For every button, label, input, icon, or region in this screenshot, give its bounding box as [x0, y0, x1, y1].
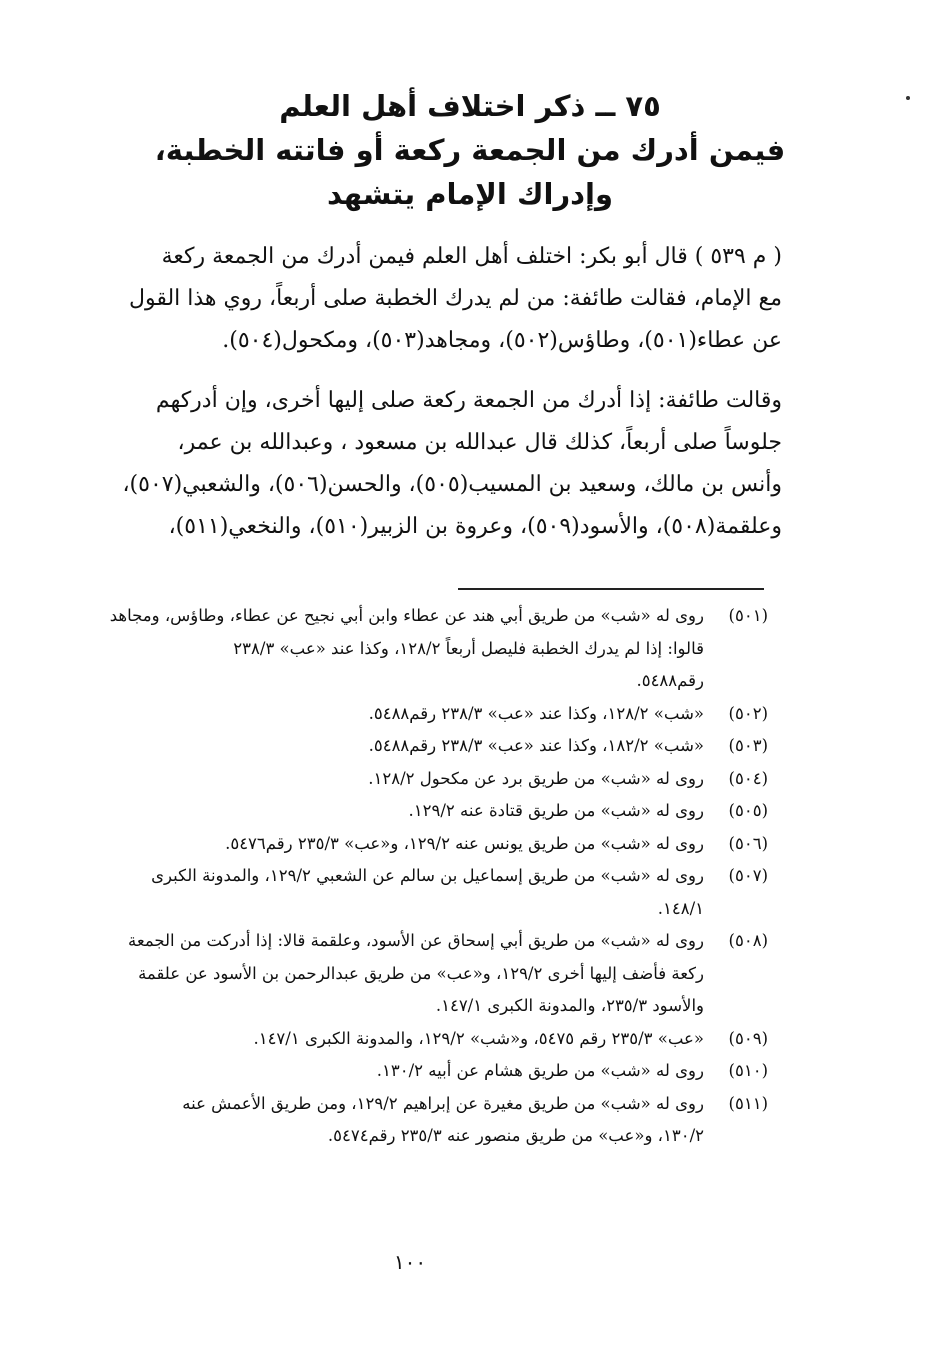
footnote-509 — [88, 1023, 768, 1056]
footnote-line: رقم٥٤٨٨. — [636, 671, 704, 690]
paragraph-line: ( م ٥٣٩ ) قال أبو بكر: اختلف أهل العلم فيمن أدرك من الجمعة ركعة — [161, 244, 782, 269]
footnote-text — [88, 1023, 704, 1056]
footnote-line: قالوا: إذا لم يدرك الخطبة فليصل أربعاً ١٢٨/٢، وكذا عند «عب» ٢٣٨/٣ — [233, 638, 704, 658]
title-line-3: وإدراك الإمام يتشهد — [326, 177, 614, 211]
footnotes — [88, 600, 768, 1153]
footnote-504 — [88, 763, 768, 796]
footnote-502 — [88, 698, 768, 731]
footnote-number: (٥٠١) — [728, 606, 768, 625]
footnote-line: روى له «شب» من طريق مغيرة عن إبراهيم ١٢٩/٢، ومن طريق الأعمش عنه — [182, 1093, 704, 1113]
footnote-number: (٥٠٩) — [728, 1028, 768, 1048]
footnote-508 — [88, 925, 768, 1023]
footnote-503 — [88, 730, 768, 763]
footnote-number: (٥٠٢) — [728, 703, 768, 723]
title-line-2: فيمن أدرك من الجمعة ركعة أو فاتته الخطبة، — [154, 133, 786, 167]
footnote-text — [88, 730, 704, 763]
footnote-line: والأسود ٢٣٥/٣، والمدونة الكبرى ١٤٧/١. — [435, 996, 704, 1015]
footnote-number: (٥٠٦) — [728, 833, 768, 853]
footnote-line: روى له «شب» من طريق إسماعيل بن سالم عن الشعبي ١٢٩/٢، والمدونة الكبرى — [151, 866, 704, 885]
title-line-1: ٧٥ ــ ذكر اختلاف أهل العلم — [279, 89, 661, 123]
footnote-separator — [458, 588, 764, 590]
footnote-number: (٥٠٣) — [728, 736, 768, 755]
footnote-line: ١٤٨/١. — [657, 898, 704, 918]
footnote-text — [88, 763, 704, 796]
footnote-line: «شب» ١٨٢/٢، وكذا عند «عب» ٢٣٨/٣ رقم٥٤٨٨. — [368, 736, 704, 755]
footnote-number: (٥١١) — [728, 1093, 768, 1113]
footnote-line: روى له «شب» من طريق أبي إسحاق عن الأسود، وعلقمة قالا: إذا أدركت من الجمعة — [128, 931, 704, 950]
footnote-line: روى له «شب» من طريق أبي هند عن عطاء وابن أبي نجيح عن عطاء، وطاؤس، ومجاهد — [109, 606, 704, 625]
footnote-number: (٥٠٥) — [728, 801, 768, 820]
footnote-text — [88, 795, 704, 828]
paragraph-line: وقالت طائفة: إذا أدرك من الجمعة ركعة صلى إليها أخرى، وإن أدركهم — [155, 388, 782, 413]
footnote-line: «شب» ١٢٨/٢، وكذا عند «عب» ٢٣٨/٣ رقم٥٤٨٨. — [368, 703, 704, 723]
footnote-text — [88, 1055, 704, 1088]
footnote-511 — [88, 1088, 768, 1153]
paragraph-line: وأنس بن مالك، وسعيد بن المسيب(٥٠٥)، والحسن(٥٠٦)، والشعبي(٥٠٧)، — [122, 472, 782, 497]
paragraph-line: وعلقمة(٥٠٨)، والأسود(٥٠٩)، وعروة بن الزبير(٥١٠)، والنخعي(٥١١)، — [168, 514, 782, 539]
paragraph-2 — [92, 380, 782, 548]
footnote-text — [88, 1088, 704, 1153]
footnote-507 — [88, 860, 768, 925]
footnote-line: ركعة فأضف إليها أخرى ١٢٩/٢، و«عب» من طريق عبدالرحمن بن الأسود عن علقمة — [138, 963, 704, 983]
footnote-line: روى له «شب» من طريق هشام عن أبيه ١٣٠/٢. — [376, 1061, 704, 1080]
footnote-line: روى له «شب» من طريق برد عن مكحول ١٢٨/٢. — [368, 768, 704, 788]
margin-mark — [906, 96, 910, 100]
footnote-number: (٥٠٧) — [728, 866, 768, 885]
footnote-line: «عب» ٢٣٥/٣ رقم ٥٤٧٥، و«شب» ١٢٩/٢، والمدونة الكبرى ١٤٧/١. — [253, 1028, 704, 1048]
footnote-line: روى له «شب» من طريق قتادة عنه ١٢٩/٢. — [408, 801, 704, 820]
footnote-text — [88, 600, 704, 698]
footnote-501 — [88, 600, 768, 698]
footnote-number: (٥١٠) — [728, 1061, 768, 1080]
footnote-line: روى له «شب» من طريق يونس عنه ١٢٩/٢، و«عب» ٢٣٥/٣ رقم٥٤٧٦. — [225, 833, 704, 853]
footnote-505 — [88, 795, 768, 828]
footnote-text — [88, 860, 704, 925]
paragraph-line: عن عطاء(٥٠١)، وطاؤس(٥٠٢)، ومجاهد(٥٠٣)، ومكحول(٥٠٤). — [222, 328, 782, 353]
chapter-title — [140, 84, 800, 216]
footnote-text — [88, 828, 704, 861]
page-number: ١٠٠ — [393, 1250, 427, 1274]
footnote-line: ١٣٠/٢، و«عب» من طريق منصور عنه ٢٣٥/٣ رقم٥٤٧٤. — [327, 1126, 704, 1145]
paragraph-line: جلوساً صلى أربعاً، كذلك قال عبدالله بن مسعود ، وعبدالله بن عمر، — [177, 430, 782, 455]
footnote-510 — [88, 1055, 768, 1088]
footnote-506 — [88, 828, 768, 861]
footnote-text — [88, 925, 704, 1023]
paragraph-1 — [92, 236, 782, 362]
footnote-text — [88, 698, 704, 731]
paragraph-line: مع الإمام، فقالت طائفة: من لم يدرك الخطبة صلى أربعاً، روي هذا القول — [128, 286, 782, 311]
footnote-number: (٥٠٤) — [728, 768, 768, 788]
footnote-number: (٥٠٨) — [728, 931, 768, 950]
